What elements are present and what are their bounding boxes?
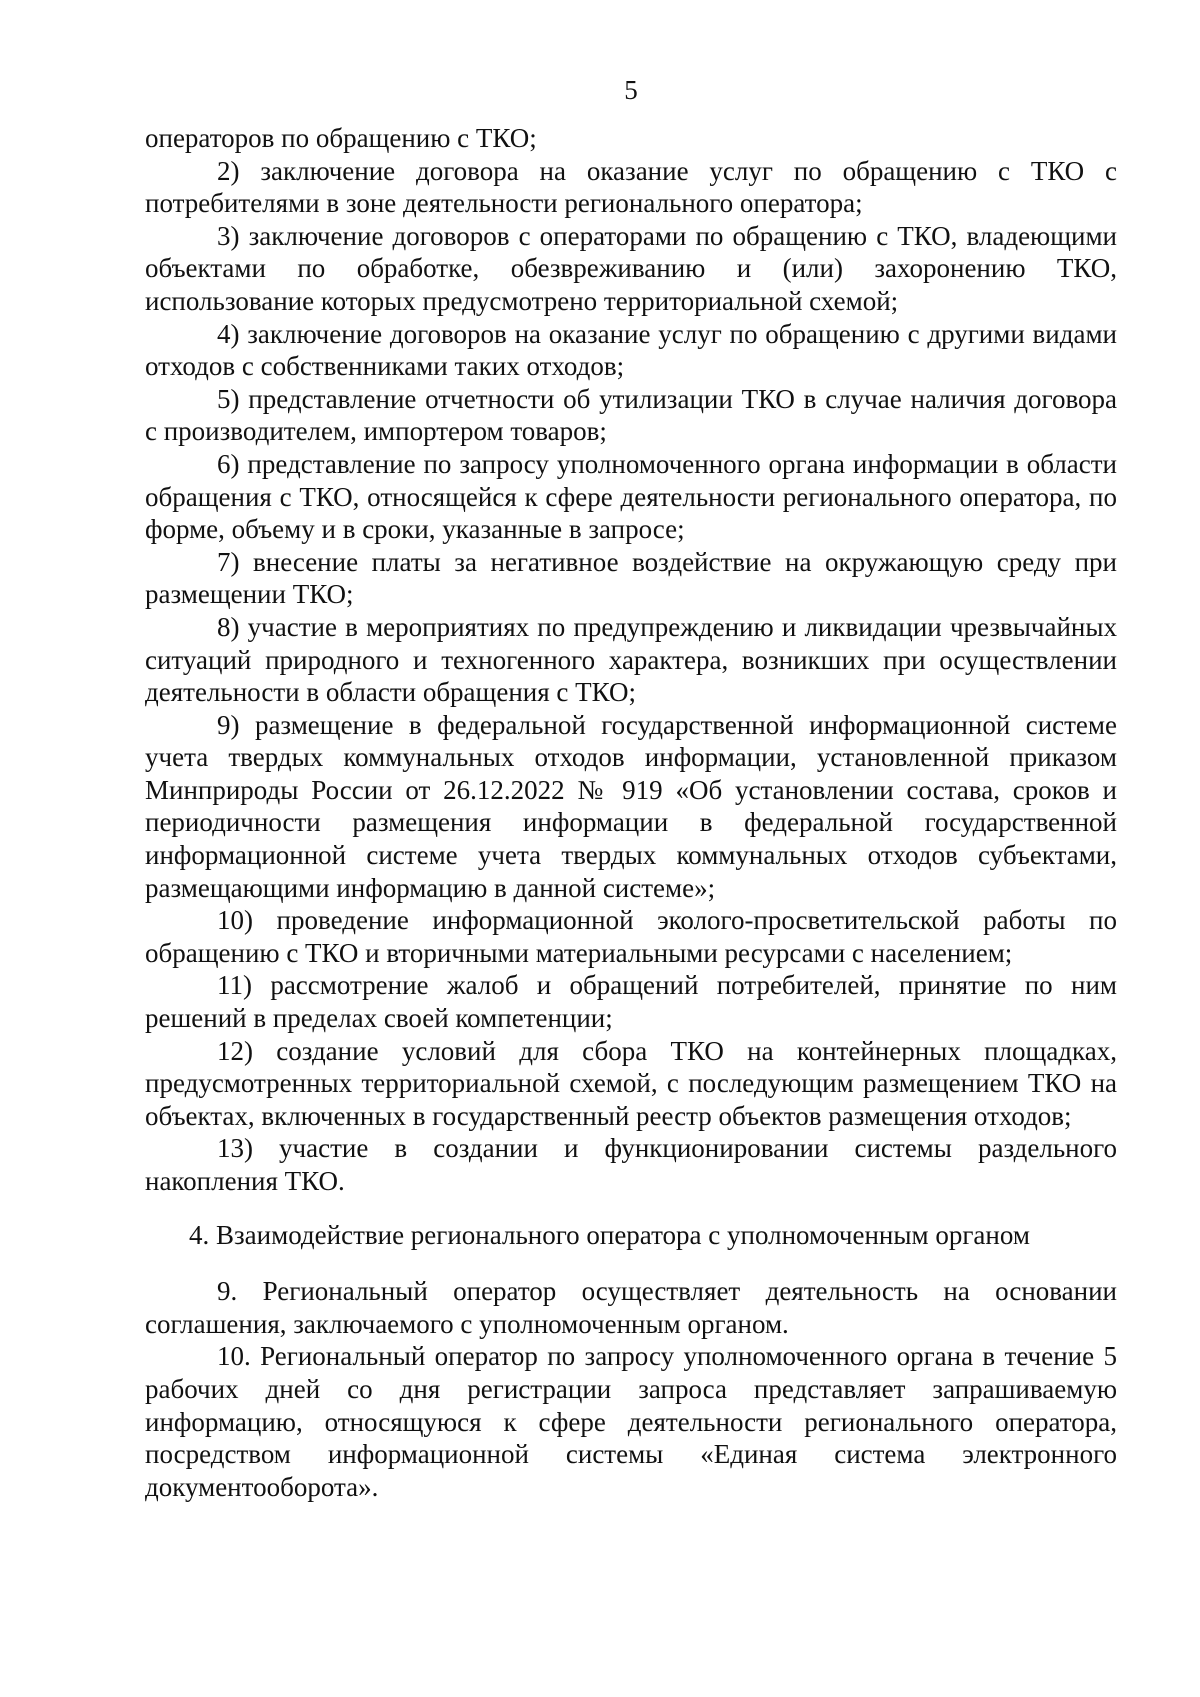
duty-item-11: 11) рассмотрение жалоб и обращений потребителей, принятие по ним решений в пределах своей компетенции; (145, 970, 1117, 1034)
duty-item-6: 6) представление по запросу уполномоченного органа информации в области обращения с ТКО, относящейся к сфере деятельности регионального оператора, по форме, объему и в сроки, указанные в запросе; (145, 448, 1117, 545)
duties-continuation: операторов по обращению с ТКО; (145, 123, 537, 153)
duty-item-5: 5) представление отчетности об утилизации ТКО в случае наличия договора с производителем, импортером товаров; (145, 383, 1117, 447)
duty-item-9: 9) размещение в федеральной государственной информационной системе учета твердых коммунальных отходов информации, установленной приказом Минприроды России от 26.12.2022 № 919 «Об установлении состава, сроков и периодичности размещения информации в федеральной государственной информационной системе учета твердых коммунальных отходов субъектами, размещающими информацию в данной системе»; (145, 709, 1117, 903)
document-page (145, 70, 1117, 1503)
page-number: 5 (624, 75, 638, 105)
duty-item-12: 12) создание условий для сбора ТКО на контейнерных площадках, предусмотренных территориальной схемой, с последующим размещением ТКО на объектах, включенных в государственный реестр объектов размещения отходов; (145, 1035, 1117, 1131)
duty-item-10: 10) проведение информационной эколого-просветительской работы по обращению с ТКО и вторичными материальными ресурсами с населением; (145, 905, 1117, 968)
duty-item-13: 13) участие в создании и функционировании системы раздельного накопления ТКО. (145, 1133, 1117, 1196)
duty-item-8: 8) участие в мероприятиях по предупреждению и ликвидации чрезвычайных ситуаций природного и техногенного характера, возникших при осуществлении деятельности в области обращения с ТКО; (145, 611, 1117, 708)
section-4-paragraph-10: 10. Региональный оператор по запросу уполномоченного органа в течение 5 рабочих дней со дня регистрации запроса представляет запрашиваемую информацию, относящуюся к сфере деятельности регионального оператора, посредством информационной системы «Единая система электронного документооборота». (145, 1341, 1117, 1502)
duty-item-2: 2) заключение договора на оказание услуг по обращению с ТКО с потребителями в зоне деятельности регионального оператора; (145, 155, 1117, 219)
duty-item-4: 4) заключение договоров на оказание услуг по обращению с другими видами отходов с собственниками таких отходов; (145, 318, 1117, 382)
duty-item-3: 3) заключение договоров с операторами по обращению с ТКО, владеющими объектами по обработке, обезвреживанию и (или) захоронению ТКО, использование которых предусмотрено территориальной схемой; (145, 220, 1117, 316)
section-4-heading: 4. Взаимодействие регионального оператора с уполномоченным органом (189, 1219, 1030, 1250)
section-4-paragraph-9: 9. Региональный оператор осуществляет деятельность на основании соглашения, заключаемого с уполномоченным органом. (145, 1276, 1117, 1339)
duty-item-7: 7) внесение платы за негативное воздействие на окружающую среду при размещении ТКО; (145, 546, 1117, 610)
